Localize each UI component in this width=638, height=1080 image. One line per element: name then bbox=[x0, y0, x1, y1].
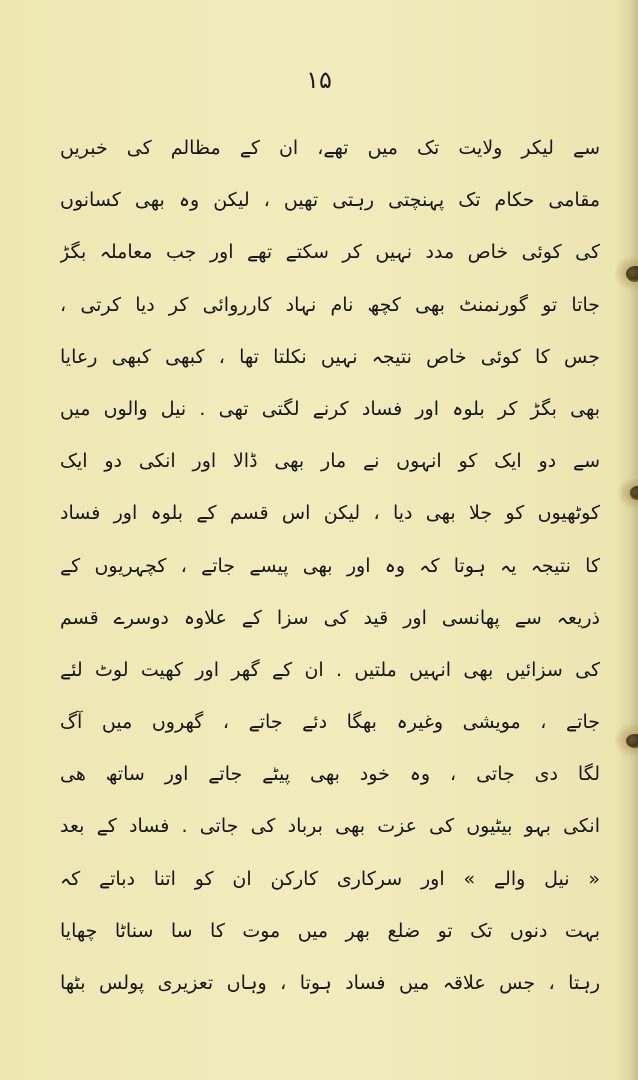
text-line: کا نتیجہ یہ ہوتا کہ وہ اور بھی پیسے جاتے ، کچہریوں کے bbox=[60, 554, 600, 577]
text-line: کی کوئی خاص مدد نہیں کر سکتے تھے اور جب معاملہ بگڑ bbox=[60, 241, 600, 264]
text-line: بہت دنوں تک تو ضلع بھر میں موت کا سا سناٹا چھایا bbox=[60, 919, 600, 942]
text-line: سے لیکر ولایت تک میں تھے، ان کے مظالم کی خبریں bbox=[60, 137, 600, 159]
text-line: کی سزائیں بھی انہیں ملتیں . ان کے گھر اور کھیت لوٹ لئے bbox=[60, 658, 600, 681]
body-text bbox=[60, 122, 600, 1009]
text-line: جاتا تو گورنمنٹ بھی کچھ نام نہاد کارروائی کر دیا کرتی ، bbox=[60, 293, 600, 316]
text-line: لگا دی جاتی ، وہ خود بھی پیٹے جاتے اور ساتھ ھی bbox=[60, 763, 600, 786]
text-line: رہتا ، جس علاقہ میں فساد ہوتا ، وہاں تعزیری پولس بٹھا bbox=[60, 972, 600, 994]
page-edge-shadow bbox=[616, 0, 638, 1080]
text-line: انکی بہو بیٹیوں کی عزت بھی برباد کی جاتی . فساد کے بعد bbox=[60, 815, 600, 838]
text-line: جاتے ، مویشی وغیرہ بھگا دئے جاتے ، گھروں میں آگ bbox=[60, 711, 600, 734]
text-line: ذریعہ سے پھانسی اور قید کی سزا کے علاوہ دوسرے قسم bbox=[60, 606, 600, 629]
text-line: بھی بگڑ کر بلوہ اور فساد کرنے لگتی تھی . نیل والوں میں bbox=[60, 397, 600, 420]
text-line: سے دو ایک کو انہوں نے مار بھی ڈالا اور انکی دو ایک bbox=[60, 450, 600, 473]
page-number: ۱۵ bbox=[306, 66, 332, 94]
text-line: مقامی حکام تک پہنچتی رہتی تھیں ، لیکن وہ بھی کسانوں bbox=[60, 189, 600, 212]
text-line: جس کا کوئی خاص نتیجہ نہیں نکلتا تھا ، کبھی کبھی رعایا bbox=[60, 345, 600, 368]
text-line: کوٹھیوں کو جلا بھی دیا ، لیکن اس قسم کے بلوہ اور فساد bbox=[60, 502, 600, 525]
text-line: « نیل والے » اور سرکاری کارکن ان کو اتنا دباتے کہ bbox=[60, 867, 600, 890]
